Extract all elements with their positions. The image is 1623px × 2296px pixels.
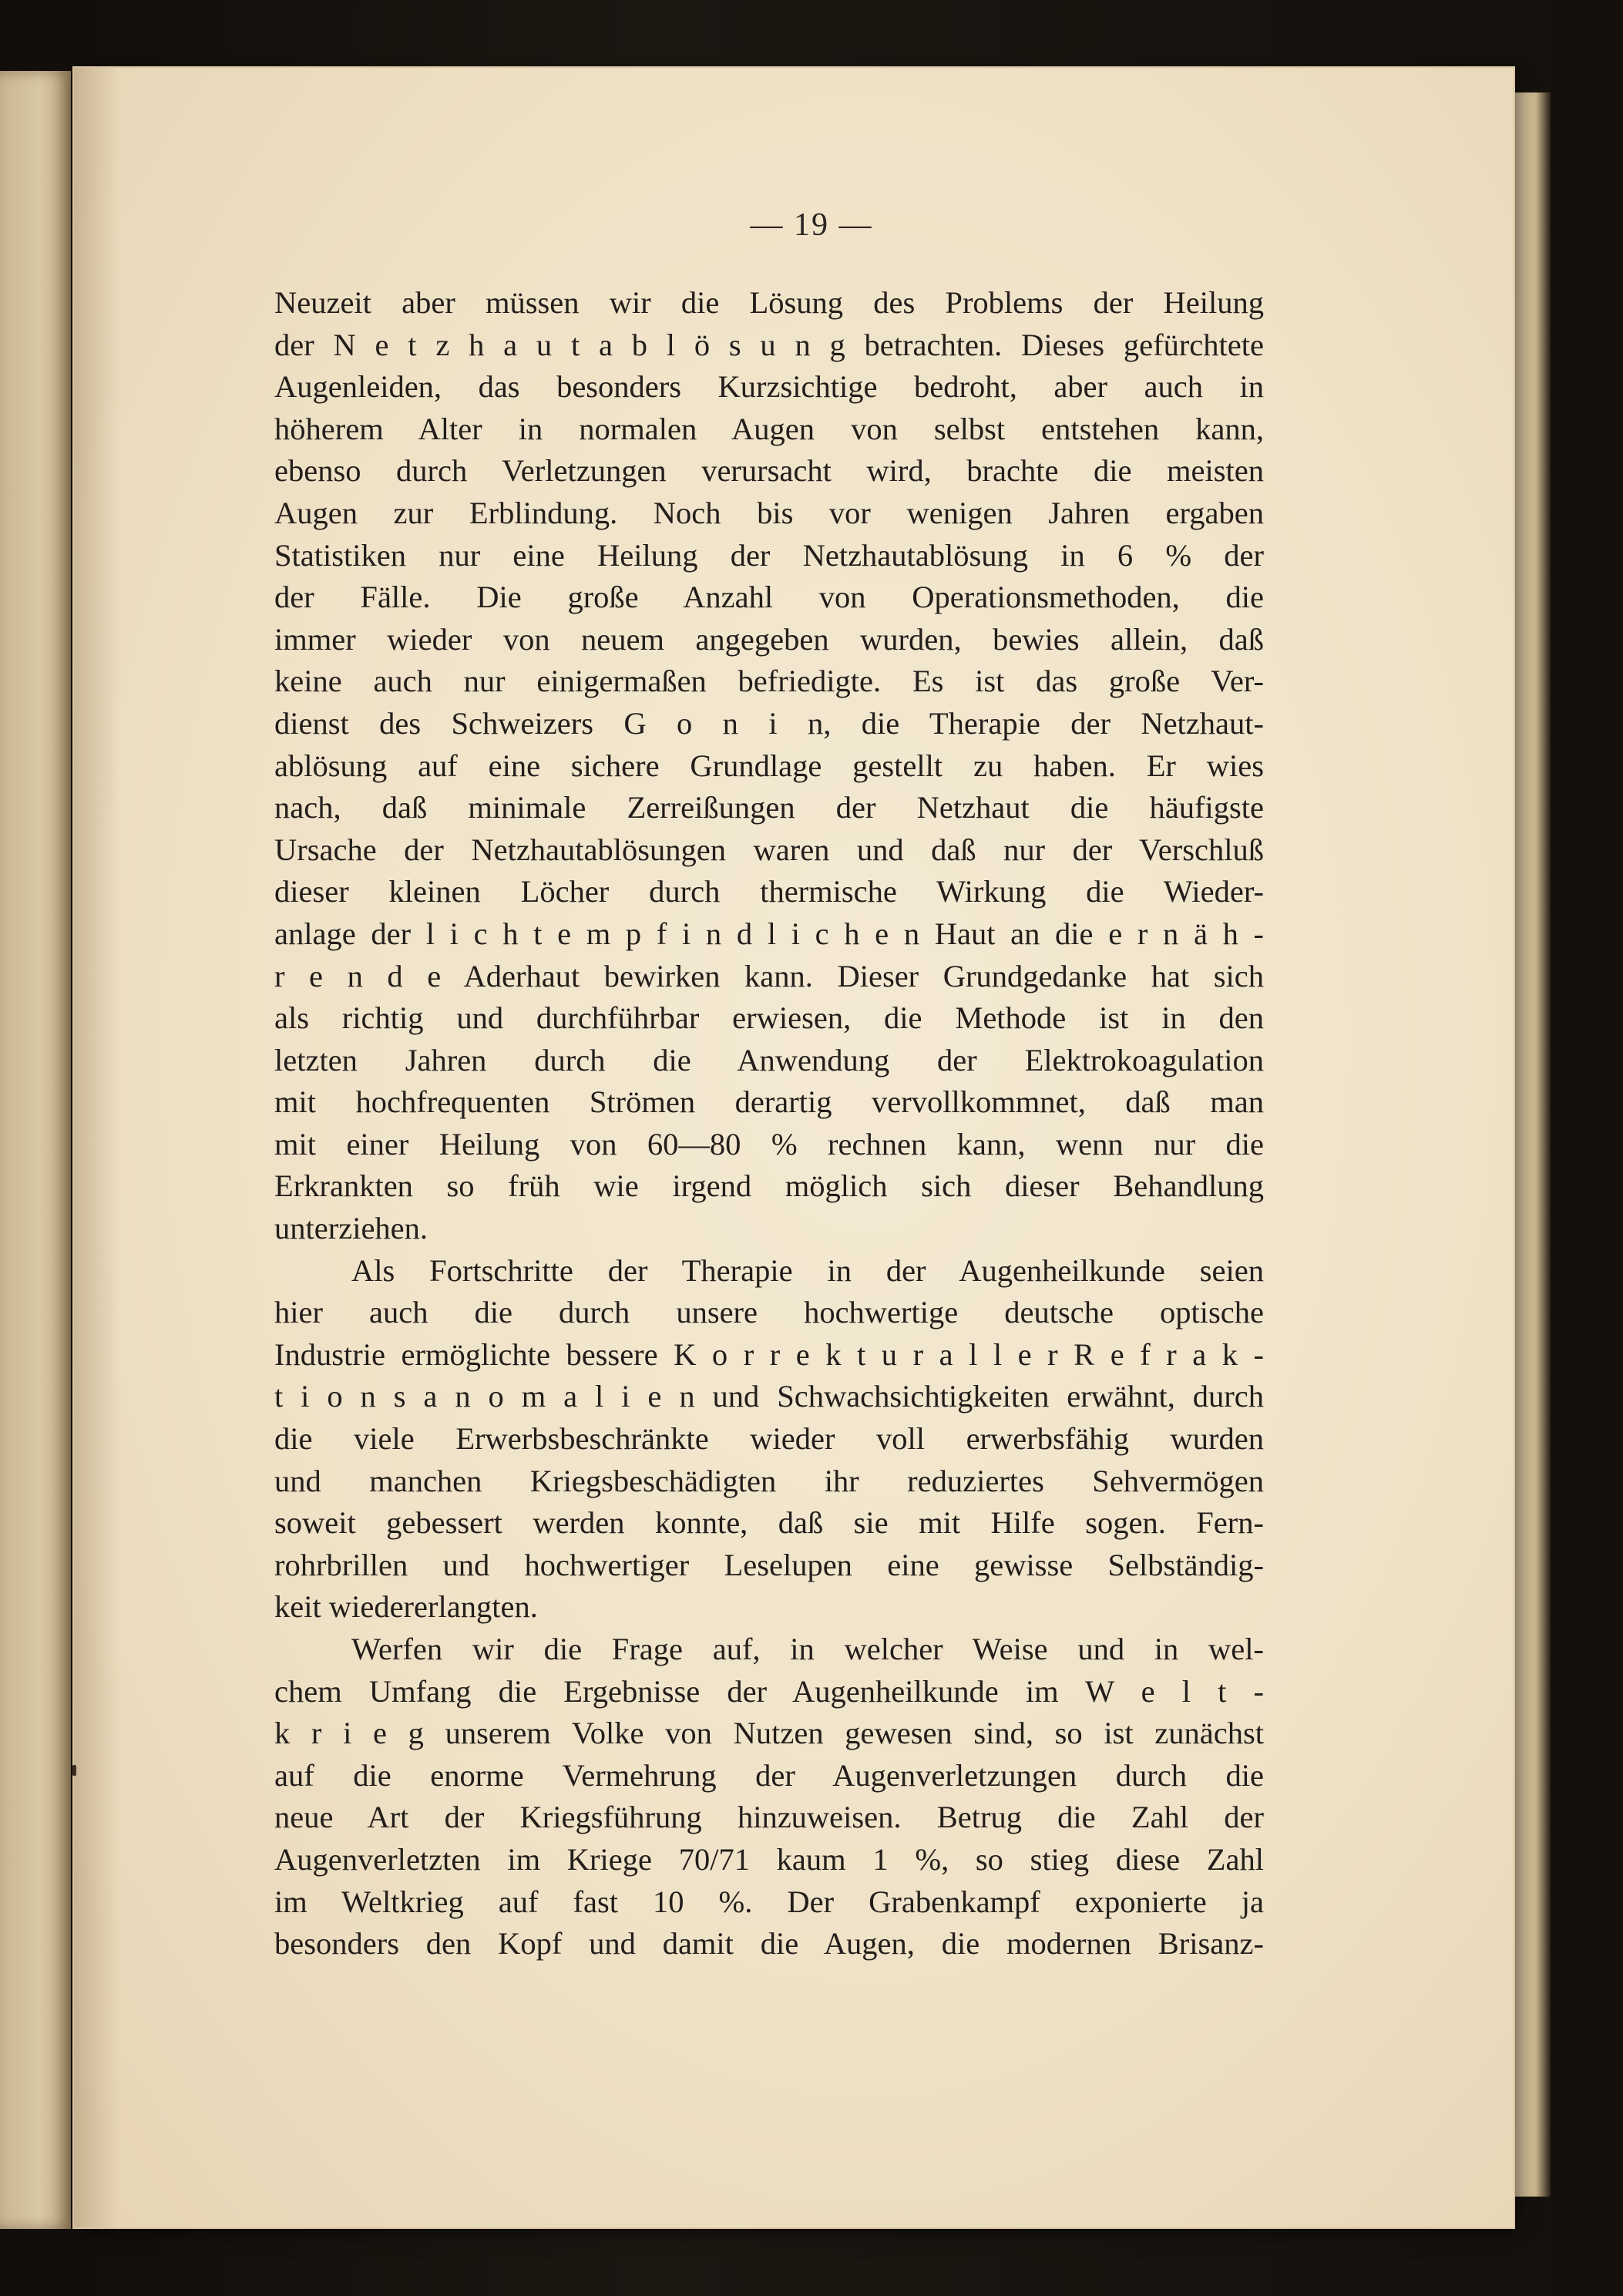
text-line: rohrbrillen und hochwertiger Leselupen eine gewisse Selbständig- bbox=[274, 1547, 1264, 1582]
text-line: besonders den Kopf und damit die Augen, die modernen Brisanz- bbox=[274, 1926, 1264, 1962]
text-line: Erkrankten so früh wie irgend möglich sich dieser Behandlung bbox=[274, 1168, 1264, 1204]
text-line: letzten Jahren durch die Anwendung der Elektrokoagulation bbox=[274, 1042, 1264, 1077]
text-line: der Fälle. Die große Anzahl von Operationsmethoden, die bbox=[274, 580, 1264, 615]
text-line: und manchen Kriegsbeschädigten ihr reduziertes Sehvermögen bbox=[274, 1463, 1264, 1498]
text-line: immer wieder von neuem angegeben wurden, bewies allein, daß bbox=[274, 621, 1264, 657]
text-line: Ursache der Netzhautablösungen waren und daß nur der Verschluß bbox=[274, 832, 1264, 867]
text-line: im Weltkrieg auf fast 10 %. Der Grabenkampf exponierte ja bbox=[274, 1884, 1264, 1919]
text-line: neue Art der Kriegsführung hinzuweisen. Betrug die Zahl der bbox=[274, 1800, 1264, 1835]
text-line: dienst des Schweizers G o n i n, die Therapie der Netzhaut- bbox=[274, 705, 1264, 741]
text-line: Als Fortschritte der Therapie in der Augenheilkunde seien bbox=[351, 1252, 1264, 1288]
text-line: höherem Alter in normalen Augen von selbst entstehen kann, bbox=[274, 411, 1264, 446]
text-line: Neuzeit aber müssen wir die Lösung des Problems der Heilung bbox=[274, 285, 1264, 320]
text-line: mit hochfrequenten Strömen derartig vervollkommnet, daß man bbox=[274, 1084, 1264, 1120]
text-line: keine auch nur einigermaßen befriedigte. Es ist das große Ver- bbox=[274, 664, 1264, 699]
text-line: ablösung auf eine sichere Grundlage gestellt zu haben. Er wies bbox=[274, 748, 1264, 783]
text-line: Werfen wir die Frage auf, in welcher Weise und in wel- bbox=[351, 1632, 1264, 1666]
page-number: — 19 — bbox=[750, 207, 873, 243]
text-line: nach, daß minimale Zerreißungen der Netzhaut die häufigste bbox=[274, 790, 1264, 825]
text-line: mit einer Heilung von 60—80 % rechnen kann, wenn nur die bbox=[274, 1126, 1264, 1161]
text-line: hier auch die durch unsere hochwertige deutsche optische bbox=[274, 1295, 1264, 1330]
text-line: die viele Erwerbsbeschränkte wieder voll erwerbsfähig wurden bbox=[274, 1421, 1264, 1457]
text-line: Industrie ermöglichte bessere K o r r e k t u r a l l e r R e f r a k - bbox=[274, 1336, 1264, 1372]
text-line: der N e t z h a u t a b l ö s u n g betrachten. Dieses gefürchtete bbox=[274, 327, 1264, 362]
text-line: Augen zur Erblindung. Noch bis vor wenigen Jahren ergaben bbox=[274, 495, 1264, 530]
text-line: chem Umfang die Ergebnisse der Augenheilkunde im W e l t - bbox=[274, 1673, 1264, 1709]
text-line: auf die enorme Vermehrung der Augenverletzungen durch die bbox=[274, 1757, 1264, 1793]
text-line: ebenso durch Verletzungen verursacht wird, brachte die meisten bbox=[274, 453, 1264, 489]
text-line: k r i e g unserem Volke von Nutzen gewesen sind, so ist zunächst bbox=[274, 1716, 1264, 1751]
page-stack-edge bbox=[1514, 92, 1551, 2197]
facing-page-edge bbox=[0, 71, 71, 2229]
text-line: Augenleiden, das besonders Kurzsichtige bedroht, aber auch in bbox=[274, 369, 1264, 405]
body-text bbox=[274, 282, 1264, 1965]
text-line: dieser kleinen Löcher durch thermische Wirkung die Wieder- bbox=[274, 874, 1264, 909]
text-line: unterziehen. bbox=[274, 1211, 428, 1246]
margin-mark bbox=[72, 1765, 76, 1776]
text-line: keit wiedererlangten. bbox=[274, 1589, 538, 1625]
text-line: soweit gebessert werden konnte, daß sie mit Hilfe sogen. Fern- bbox=[274, 1505, 1264, 1541]
text-line: Statistiken nur eine Heilung der Netzhautablösung in 6 % der bbox=[274, 537, 1264, 573]
text-line: t i o n s a n o m a l i e n und Schwachsichtigkeiten erwähnt, durch bbox=[274, 1379, 1264, 1414]
text-line: Augenverletzten im Kriege 70/71 kaum 1 %, so stieg diese Zahl bbox=[274, 1841, 1264, 1877]
text-line: als richtig und durchführbar erwiesen, die Methode ist in den bbox=[274, 1000, 1264, 1036]
text-line: anlage der l i c h t e m p f i n d l i c h e n Haut an die e r n ä h - bbox=[274, 916, 1264, 951]
text-line: r e n d e Aderhaut bewirken kann. Dieser Grundgedanke hat sich bbox=[274, 958, 1264, 993]
